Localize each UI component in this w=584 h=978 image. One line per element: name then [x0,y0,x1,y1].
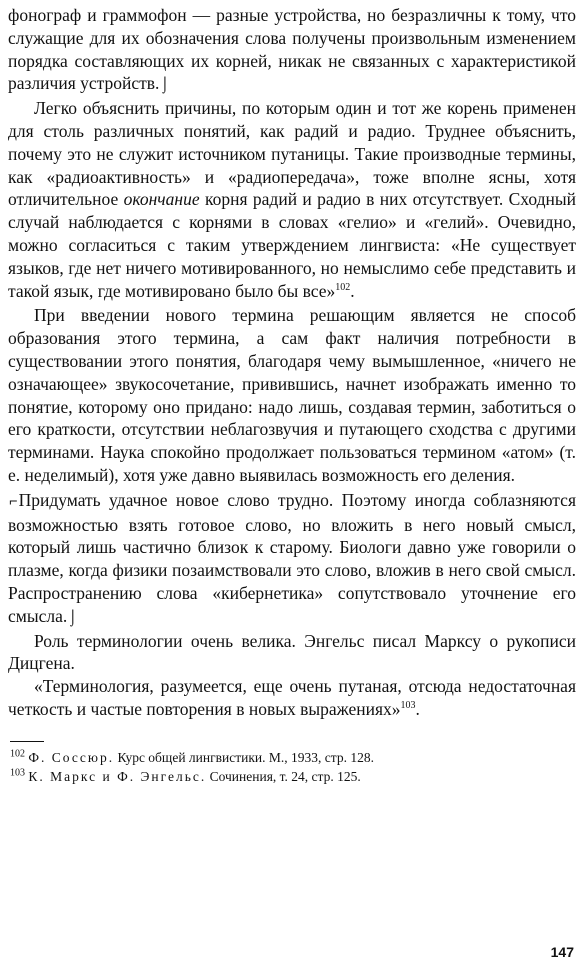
paragraph-4 [8,489,576,630]
paragraph-2-text-a: Легко объяснить причины, по которым один и тот же корень применен для столь различных понятий, как радий и радио. Труднее объяснить, почему это не служит источником путаницы. Такие производные термины, как «радиоактивность» и «радиопередача», тоже вполне ясны, хотя отличительное [8,98,576,210]
paragraph-1-text: фонограф и граммофон — разные устройства, но безразличны к тому, что служащие для их обозначения слова получены произвольным изменением порядка составляющих их корней, никак не связанных с характеристикой различия устройств. [8,5,576,94]
footnote-author: К. Маркс и Ф. Энгельс. [28,769,207,785]
paragraph-5-text: Роль терминологии очень велика. Энгельс писал Марксу о рукописи Дицгена. [8,630,576,674]
paragraph-6: «Терминология, разумеется, еще очень путаная, отсюда недостаточная четкость и частые повторения в новых выражениях»$^{103}$. [8,676,576,719]
edit-mark-start-icon: ⌐ [9,493,18,510]
footnote-number: 103 [10,767,25,779]
footnote-102 [8,748,576,767]
footnote-divider [10,741,44,743]
paragraph-6-text: «Терминология, разумеется, еще очень путаная, отсюда недостаточная четкость и частые повторения в новых выражениях» [8,676,576,719]
edit-mark-icon: ⌡ [160,77,170,94]
paragraph-4-text: Придумать удачное новое слово трудно. Поэтому иногда соблазняются возможностью взять готовое слово, но вложить в него новый смысл, который лишь частично близок к старому. Биологи давно уже говорили о плазме, когда физики позаимствовали это слово, вложив в него свой смысл. Распространению слова «кибернетика» сопутствовало уточнение его смысла. [8,489,576,626]
page-number: 147 [550,944,574,960]
page-body [8,4,576,786]
footnote-text: Сочинения, т. 24, стр. 125. [206,769,361,785]
emphasis-ending: окончание [123,189,200,210]
footnote-103 [8,767,576,786]
footnote-author: Ф. Соссюр. [28,750,115,766]
paragraph-3 [8,304,576,486]
footnote-number: 102 [10,748,25,760]
edit-mark-end-icon: ⌡ [68,609,78,626]
paragraph-3-text: При введении нового термина решающим является не способ образования этого термина, а сам факт наличия потребности в существовании этого понятия, благодаря чему вымышленное, «ничего не означающее» звукосочетание, привившись, начнет изображать именно то понятие, которому оно придано: надо лишь, создавая термин, заботиться о его краткости, отсутствии неблагозвучия и путающего сходства с другими терминами. Наука спокойно продолжает пользоваться термином «атом» (т. е. неделимый), хотя уже давно выявилась возможность его деления. [8,305,576,485]
footnote-ref-102[interactable]: 102 [335,281,351,293]
footnote-text: Курс общей лингвистики. М., 1933, стр. 128. [114,750,374,766]
footnote-ref-103[interactable]: 103 [400,700,416,712]
paragraph-5 [8,630,576,676]
paragraph-1 [8,4,576,97]
paragraph-2: Легко объяснить причины, по которым один и тот же корень применен для столь различных понятий, как радий и радио. Труднее объяснить, почему это не служит источником путаницы. Такие производные термины, как «радиоактивность» и «радиопередача», тоже вполне ясны, хотя отличительное окончание корня радий и радио в них отсутствует. Сходный случай наблюдается с корнями в словах «гелио» и «гелий». Очевидно, можно согласиться с таким утверждением лингвиста: «Не существует языков, где нет ничего мотивированного, но немыслимо себе представить и такой язык, где мотивировано было бы все»$^{102}$. [8,98,576,301]
paragraph-2-text-b: корня радий и радио в них отсутствует. Сходный случай наблюдается с корнями в словах «гелио» и «гелий». Очевидно, можно согласиться с таким утверждением лингвиста: «Не существует языков, где нет ничего мотивированного, но немыслимо себе представить и такой язык, где мотивировано было бы все» [8,189,576,301]
